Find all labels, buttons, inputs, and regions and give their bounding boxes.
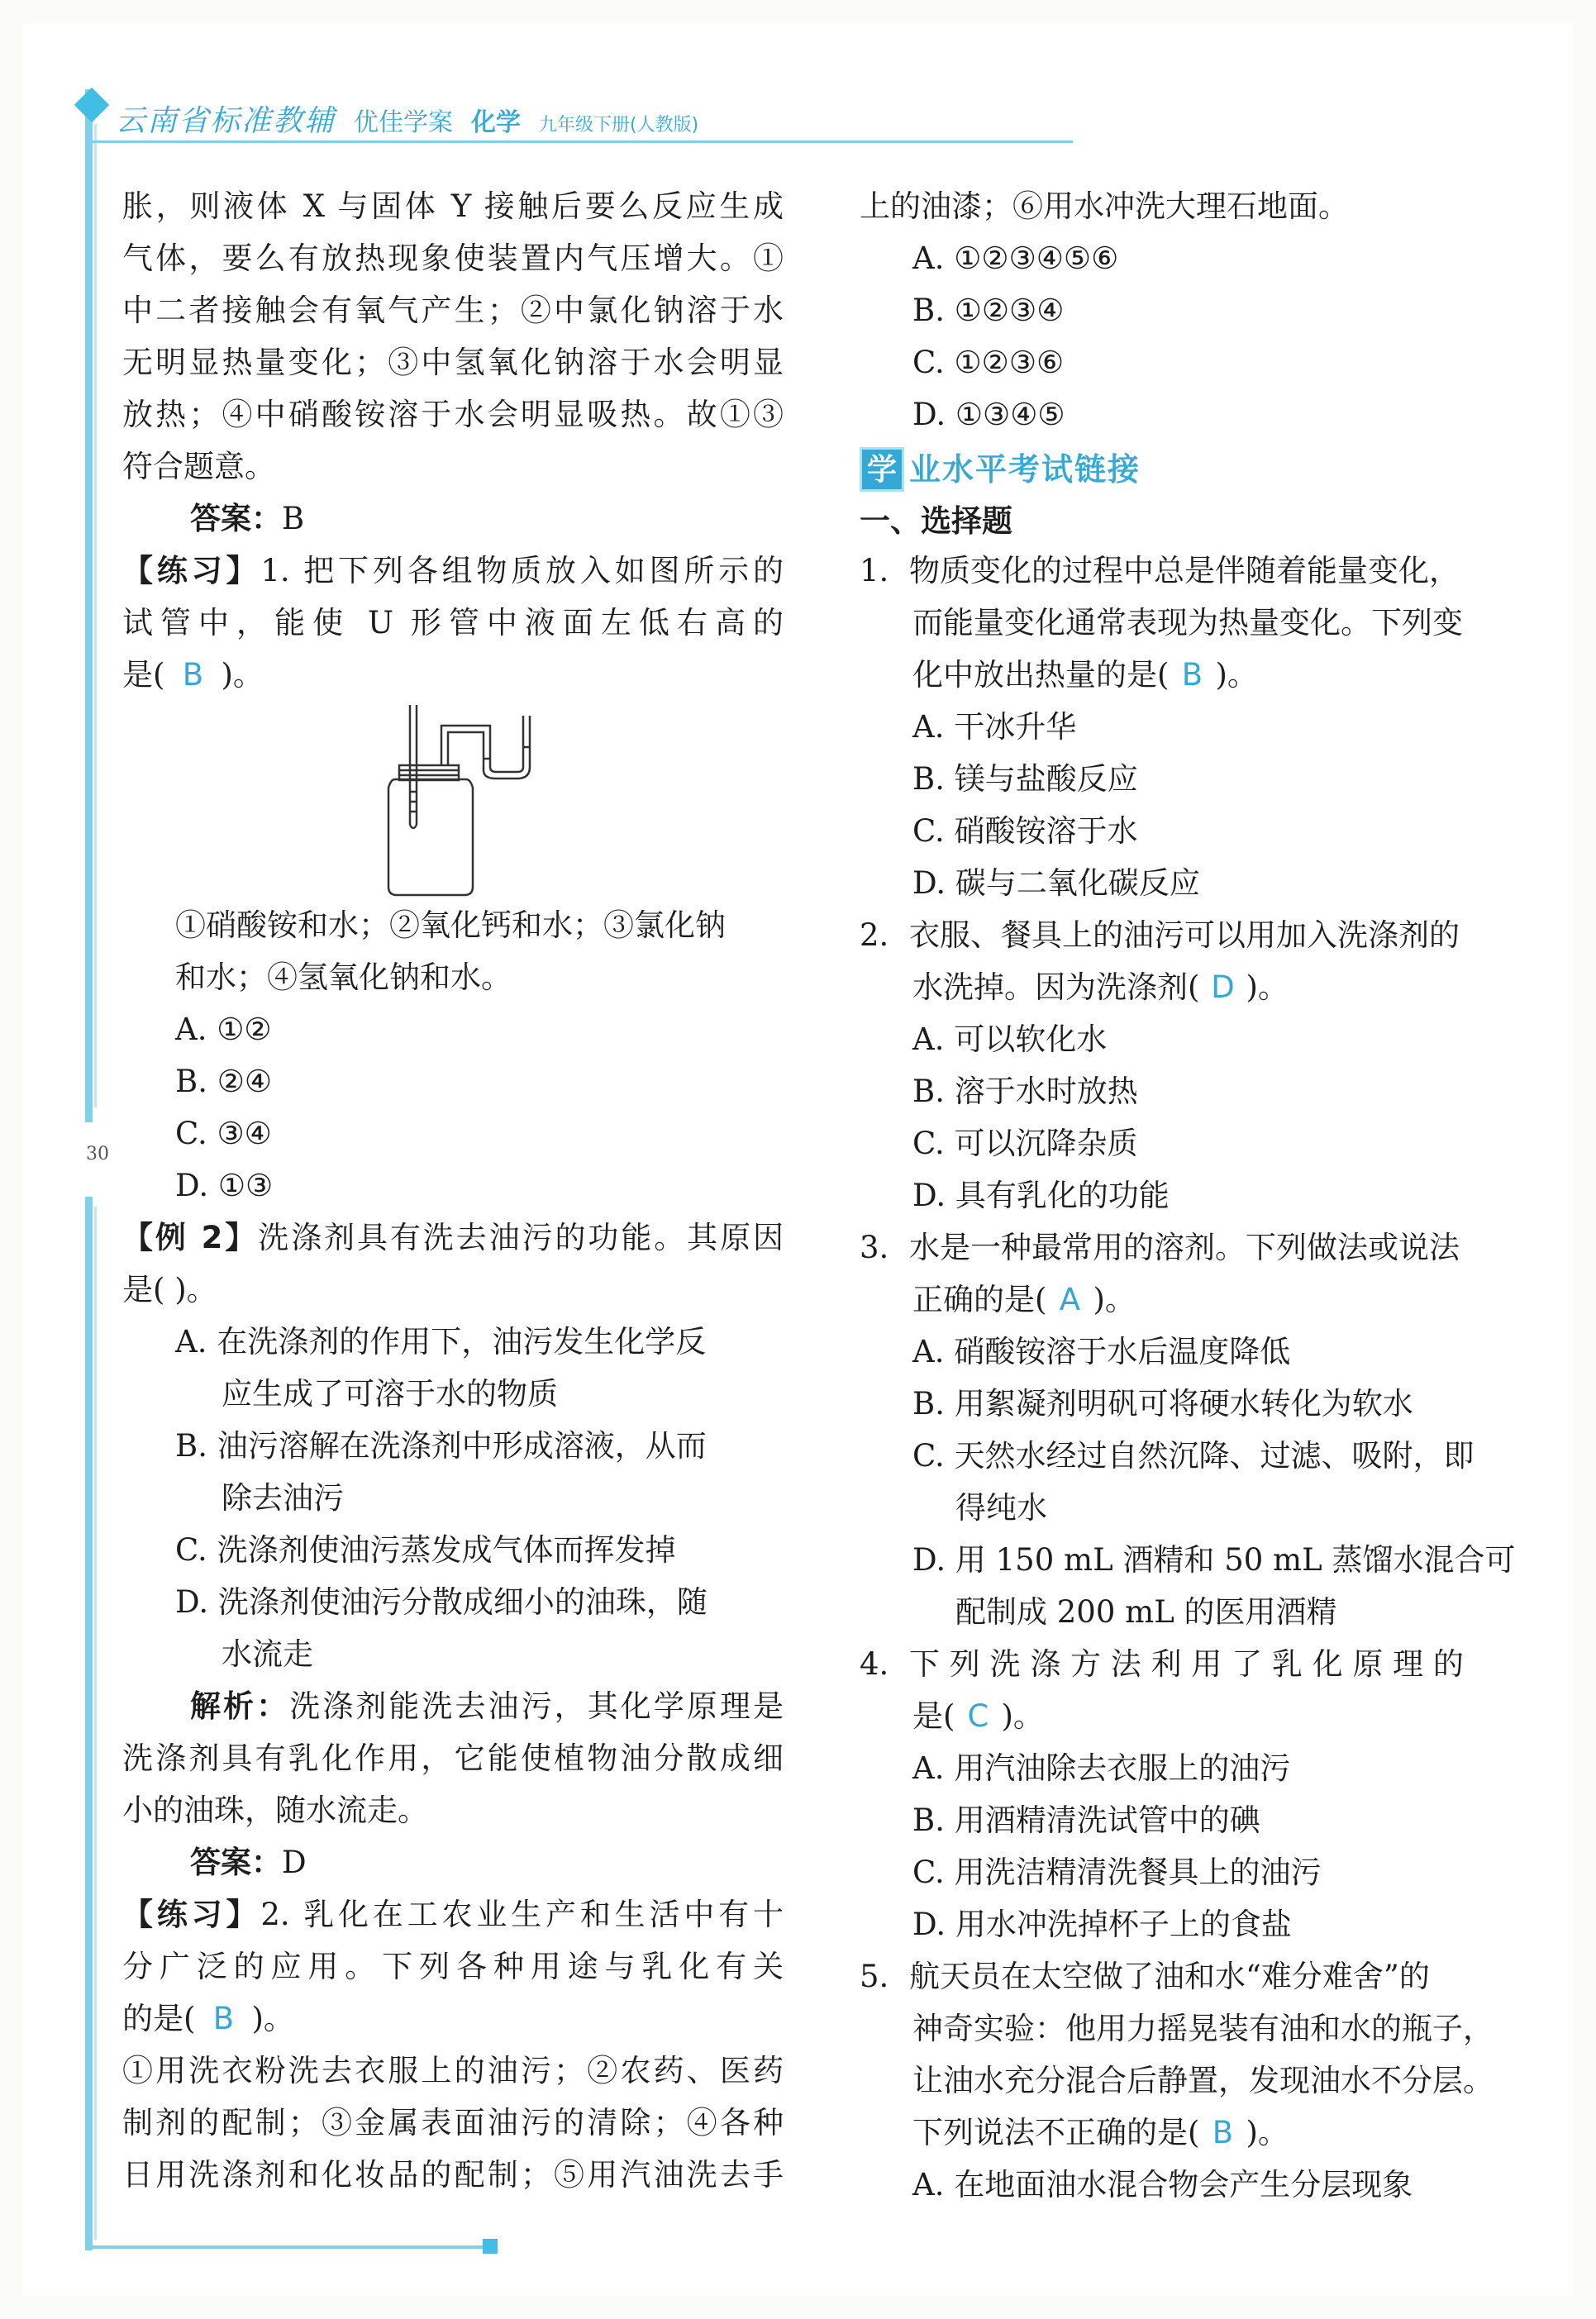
- practice2-items: 日用洗涤剂和化妆品的配制；⑤用汽油洗去手: [122, 2157, 784, 2193]
- practice1-line2: 试管中，能使 U 形管中液面左低右高的: [122, 605, 784, 640]
- option-cont: 应生成了可溶于水的物质: [222, 1376, 558, 1412]
- question-4: [860, 1638, 1521, 1690]
- option: D. 碳与二氧化碳反应: [912, 865, 1200, 901]
- analysis-line: 中二者接触会有氧气产生；②中氯化钠溶于水: [122, 293, 784, 328]
- practice2-line1: [122, 1888, 784, 1940]
- analysis-text: 洗涤剂能洗去油污，其化学原理是: [289, 1688, 784, 1724]
- option: C. ①②③⑥: [912, 345, 1065, 380]
- apparatus-figure: [122, 701, 784, 899]
- blank-close: )。: [251, 2001, 294, 2036]
- option: B. 油污溶解在洗涤剂中形成溶液，从而: [175, 1428, 707, 1464]
- option: B. 用酒精清洗试管中的碘: [912, 1802, 1260, 1838]
- analysis-line: 洗涤剂具有乳化作用，它能使植物油分散成细: [122, 1740, 784, 1776]
- analysis-line: 无明显热量变化；③中氢氧化钠溶于水会明显: [122, 345, 784, 380]
- bottle-u-tube-diagram: [122, 701, 784, 899]
- left-column: [122, 180, 784, 2201]
- section-heading: [860, 440, 1521, 498]
- option-cont: 配制成 200 mL 的医用酒精: [955, 1594, 1337, 1630]
- option: C. 洗涤剂使油污蒸发成气体而挥发掉: [175, 1532, 676, 1568]
- analysis-line: 气体，要么有放热现象使装置内气压增大。①: [122, 240, 784, 276]
- blank-open: 正确的是(: [912, 1282, 1047, 1317]
- answer-value: B: [282, 501, 305, 536]
- option-cont: 水流走: [222, 1636, 313, 1672]
- blank-open: 下列说法不正确的是(: [912, 2115, 1200, 2150]
- question-text: 航天员在太空做了油和水“难分难舍”的: [909, 1959, 1430, 1994]
- filled-answer: B: [1212, 2115, 1234, 2150]
- option: A. 硝酸铵溶于水后温度降低: [912, 1334, 1291, 1369]
- option: A. 在地面油水混合物会产生分层现象: [912, 2167, 1413, 2202]
- page-number: 30: [86, 1144, 109, 1164]
- option: B. ②④: [175, 1064, 273, 1099]
- filled-answer: D: [1211, 969, 1235, 1005]
- answer-label: 答案：: [190, 1845, 282, 1880]
- analysis-line: 符合题意。: [122, 449, 275, 484]
- example2-line1: [122, 1212, 784, 1264]
- practice1-text: 1. 把下列各组物质放入如图所示的: [260, 553, 784, 588]
- practice1-line1: [122, 545, 784, 597]
- practice-tag: 【练习】: [122, 1897, 261, 1932]
- option: B. 溶于水时放热: [912, 1074, 1138, 1109]
- bottom-square: [483, 2239, 498, 2254]
- section-title: 业水平考试链接: [909, 450, 1141, 488]
- option: B. 用絮凝剂明矾可将硬水转化为软水: [912, 1386, 1413, 1421]
- practice1-items: 和水；④氢氧化钠和水。: [175, 960, 512, 995]
- header-rule: [85, 140, 1073, 143]
- option: B. 镁与盐酸反应: [912, 761, 1138, 797]
- practice2-line2: 分广泛的应用。下列各种用途与乳化有关: [122, 1949, 784, 1984]
- question-text: [860, 649, 1521, 701]
- option: D. 具有乳化的功能: [912, 1178, 1170, 1213]
- question-5: [860, 1950, 1521, 2002]
- spine-inner-top: [94, 124, 97, 1107]
- option-cont: 除去油污: [222, 1480, 344, 1516]
- blank-close: )。: [1001, 1698, 1044, 1734]
- answer-value: D: [282, 1845, 307, 1880]
- blank-close: )。: [221, 657, 264, 693]
- question-2: [860, 909, 1521, 961]
- analysis-label: 解析：: [190, 1688, 290, 1724]
- filled-answer: B: [182, 657, 204, 693]
- option: B. ①②③④: [912, 293, 1065, 328]
- answer-label: 答案：: [190, 501, 282, 536]
- option: A. 在洗涤剂的作用下，油污发生化学反: [175, 1324, 707, 1359]
- option: D. 洗涤剂使油污分散成细小的油珠，随: [175, 1584, 707, 1620]
- filled-answer: B: [1181, 657, 1203, 693]
- option: A. ①②: [175, 1012, 272, 1047]
- question-number: 3.: [860, 1230, 889, 1265]
- blank-close: )。: [1215, 657, 1258, 693]
- option: D. 用水冲洗掉杯子上的食盐: [912, 1907, 1292, 1942]
- practice2-items: ①用洗衣粉洗去衣服上的油污；②农药、医药: [122, 2053, 784, 2088]
- blank-close: )。: [1093, 1282, 1136, 1317]
- option: D. 用 150 mL 酒精和 50 mL 蒸馏水混合可: [912, 1542, 1516, 1578]
- question-3: [860, 1221, 1521, 1274]
- example2-text: 洗涤剂具有洗去油污的功能。其原因: [258, 1220, 784, 1255]
- question-text: [860, 1690, 1521, 1742]
- grade-label: 九年级下册(人教版): [539, 115, 699, 136]
- filled-answer: B: [212, 2001, 235, 2036]
- filled-answer: C: [967, 1698, 989, 1734]
- bottom-rule: [85, 2245, 486, 2249]
- analysis-line: 小的油珠，随水流走。: [122, 1793, 428, 1828]
- series-name: 云南省标准教辅: [116, 104, 336, 138]
- spine-decoration-bottom: [85, 1197, 93, 2250]
- blank-open: 的是(: [122, 2001, 196, 2036]
- practice-tag: 【练习】: [122, 553, 261, 588]
- spine-decoration-top: [85, 89, 93, 1122]
- blank-close: )。: [1246, 2115, 1289, 2150]
- blank-open: 是(: [912, 1698, 955, 1734]
- section-badge: 学: [860, 447, 904, 492]
- option: C. 可以沉降杂质: [912, 1126, 1138, 1161]
- practice2-text: 2. 乳化在工农业生产和生活中有十: [260, 1897, 784, 1932]
- question-text: 而能量变化通常表现为热量变化。下列变: [912, 605, 1463, 640]
- option: C. 硝酸铵溶于水: [912, 813, 1138, 849]
- option: D. ①③④⑤: [912, 397, 1065, 432]
- analysis-line: 放热；④中硝酸铵溶于水会明显吸热。故①③: [122, 397, 784, 432]
- practice2-cont: 上的油漆；⑥用水冲洗大理石地面。: [860, 188, 1349, 224]
- option: C. 天然水经过自然沉降、过滤、吸附，即: [912, 1438, 1475, 1474]
- question-text: 物质变化的过程中总是伴随着能量变化，: [909, 553, 1460, 588]
- answer-line: [122, 493, 784, 545]
- question-text: 神奇实验：他用力摇晃装有油和水的瓶子，: [912, 2011, 1494, 2046]
- analysis-line: [122, 1680, 784, 1732]
- right-column: [860, 180, 1521, 2211]
- question-text: 水是一种最常用的溶剂。下列做法或说法: [909, 1230, 1460, 1265]
- question-text: 下 列 洗 涤 方 法 利 用 了 乳 化 原 理 的: [909, 1646, 1464, 1682]
- question-text: 让油水充分混合后静置，发现油水不分层。: [912, 2063, 1494, 2098]
- question-number: 2.: [860, 917, 889, 953]
- option: A. 干冰升华: [912, 709, 1077, 745]
- answer-line: [122, 1836, 784, 1888]
- option: D. ①③: [175, 1168, 274, 1203]
- subject-name: 化学: [471, 108, 522, 137]
- filled-answer: A: [1059, 1282, 1081, 1317]
- blank-open: 化中放出热量的是(: [912, 657, 1170, 693]
- option: A. 可以软化水: [912, 1021, 1108, 1057]
- blank-open: 水洗掉。因为洗涤剂(: [912, 969, 1200, 1005]
- question-text: [860, 961, 1521, 1013]
- option: A. 用汽油除去衣服上的油污: [912, 1750, 1291, 1786]
- question-text: 衣服、餐具上的油污可以用加入洗涤剂的: [909, 917, 1460, 953]
- option: A. ①②③④⑤⑥: [912, 240, 1119, 276]
- option: C. ③④: [175, 1116, 272, 1151]
- question-1: [860, 545, 1521, 597]
- question-number: 1.: [860, 553, 889, 588]
- blank-open: 是(: [122, 657, 165, 693]
- example-tag: 【例 2】: [122, 1220, 259, 1255]
- spine-inner-bottom: [94, 1207, 97, 2240]
- question-text: [860, 1274, 1521, 1326]
- question-number: 4.: [860, 1646, 889, 1682]
- running-header: [116, 98, 698, 137]
- option-cont: 得纯水: [955, 1490, 1047, 1526]
- option: C. 用洗洁精清洗餐具上的油污: [912, 1855, 1322, 1890]
- analysis-line: 胀，则液体 X 与固体 Y 接触后要么反应生成: [122, 188, 784, 224]
- question-text: [860, 2107, 1521, 2159]
- practice2-items: 制剂的配制；③金属表面油污的清除；④各种: [122, 2105, 784, 2140]
- practice1-line3: [122, 649, 784, 701]
- book-name: 优佳学案: [354, 108, 454, 137]
- question-number: 5.: [860, 1959, 889, 1994]
- practice2-line3: [122, 1993, 784, 2045]
- example2-line2: 是( )。: [122, 1272, 217, 1307]
- blank-close: )。: [1246, 969, 1289, 1005]
- subsection-title: 一、选择题: [860, 503, 1012, 539]
- practice1-items: ①硝酸铵和水；②氧化钙和水；③氯化钠: [175, 907, 726, 943]
